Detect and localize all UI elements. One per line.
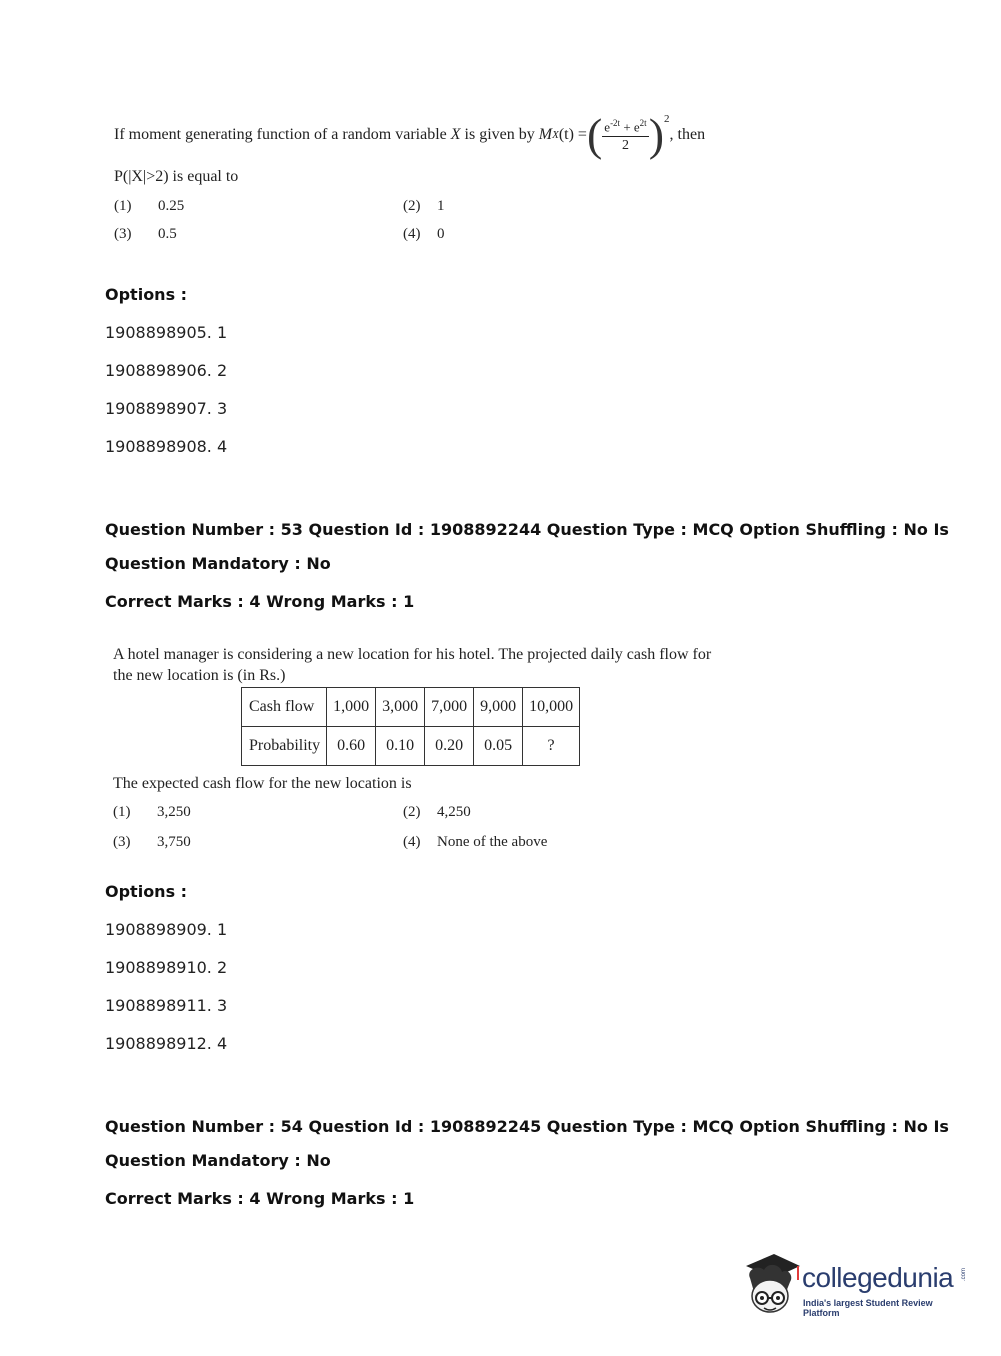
q53-stem-line2: the new location is (in Rs.): [113, 667, 286, 684]
mgf-fraction: [602, 115, 648, 154]
q53-option-4: 1908898912. 4: [105, 1034, 228, 1053]
q52-choice-4-num: (4): [403, 226, 421, 242]
q53-meta-line2: Question Mandatory : No: [105, 554, 331, 573]
table-cell: Cash flow: [242, 688, 327, 727]
q52-option-2: 1908898906. 2: [105, 361, 228, 380]
q52-stem-line1: [114, 104, 705, 166]
q54-meta-line3: Correct Marks : 4 Wrong Marks : 1: [105, 1189, 415, 1208]
q52-option-1: 1908898905. 1: [105, 323, 228, 342]
table-cell: 7,000: [425, 688, 474, 727]
right-paren: ): [648, 109, 665, 160]
q54-meta-line2: Question Mandatory : No: [105, 1151, 331, 1170]
q52-choice-2-num: (2): [403, 198, 421, 214]
q52-options-heading: Options :: [105, 285, 188, 304]
table-cell: 0.10: [376, 727, 425, 766]
logo-wordmark: collegedunia: [802, 1262, 954, 1293]
table-cell: 3,000: [376, 688, 425, 727]
q52-stem-suffix: , then: [669, 126, 706, 143]
table-cell: 1,000: [327, 688, 376, 727]
table-cell: 10,000: [523, 688, 580, 727]
table-cell: 0.20: [425, 727, 474, 766]
cash-flow-table: [241, 687, 580, 766]
table-cell: 0.05: [474, 727, 523, 766]
q52-stem-mid: is given by: [464, 126, 535, 143]
mascot-icon: [740, 1248, 802, 1318]
q53-meta-line1: Question Number : 53 Question Id : 1908892244 Question Type : MCQ Option Shuffling : No Is: [105, 520, 949, 539]
q53-option-3: 1908898911. 3: [105, 996, 228, 1015]
q52-option-4: 1908898908. 4: [105, 437, 228, 456]
q53-choice-4-num: (4): [403, 834, 421, 850]
q52-stem-line2: P(|X|>2) is equal to: [114, 168, 239, 185]
mgf-arg: (t) =: [558, 126, 587, 143]
left-paren: (: [586, 109, 603, 160]
q52-stem-var: X: [450, 126, 461, 143]
mgf-sub: X: [552, 129, 559, 141]
q53-choice-3-text: 3,750: [157, 834, 191, 850]
q52-choice-3-num: (3): [114, 226, 132, 242]
table-cell: 0.60: [327, 727, 376, 766]
q53-meta-line3: Correct Marks : 4 Wrong Marks : 1: [105, 592, 415, 611]
mgf-fraction-numerator: $e^{-2t} + e^{2t}$: [602, 115, 648, 136]
logo-tagline: India's largest Student Review Platform: [803, 1298, 933, 1318]
collegedunia-logo: [740, 1248, 970, 1320]
q53-choice-3-num: (3): [113, 834, 131, 850]
q52-option-3: 1908898907. 3: [105, 399, 228, 418]
q52-choice-1-num: (1): [114, 198, 132, 214]
table-cell: 9,000: [474, 688, 523, 727]
q52-choice-4-text: 0: [437, 226, 445, 242]
mgf-power: 2: [664, 113, 670, 125]
q53-option-1: 1908898909. 1: [105, 920, 228, 939]
q52-choice-2-text: 1: [437, 198, 445, 214]
q53-stem-line1: A hotel manager is considering a new location for his hotel. The projected daily cash flow for: [113, 646, 712, 663]
q53-choice-2-num: (2): [403, 804, 421, 820]
q53-choice-1-text: 3,250: [157, 804, 191, 820]
q52-choice-3-text: 0.5: [158, 226, 177, 242]
q53-choice-4-text: None of the above: [437, 834, 548, 850]
q53-choice-1-num: (1): [113, 804, 131, 820]
table-cell: Probability: [242, 727, 327, 766]
table-row: [242, 688, 580, 727]
table-cell: ?: [523, 727, 580, 766]
q53-option-2: 1908898910. 2: [105, 958, 228, 977]
logo-domain-suffix: .com: [961, 1268, 967, 1282]
mgf-label: M: [538, 126, 553, 143]
q54-meta-line1: Question Number : 54 Question Id : 1908892245 Question Type : MCQ Option Shuffling : No Is: [105, 1117, 949, 1136]
q52-stem-prefix: If moment generating function of a random variable: [114, 126, 447, 143]
q52-choice-1-text: 0.25: [158, 198, 185, 214]
q53-options-heading: Options :: [105, 882, 188, 901]
mgf-fraction-denominator: 2: [621, 137, 629, 153]
q53-choice-2-text: 4,250: [437, 804, 471, 820]
table-row: [242, 727, 580, 766]
q53-stem-line3: The expected cash flow for the new location is: [113, 775, 412, 792]
